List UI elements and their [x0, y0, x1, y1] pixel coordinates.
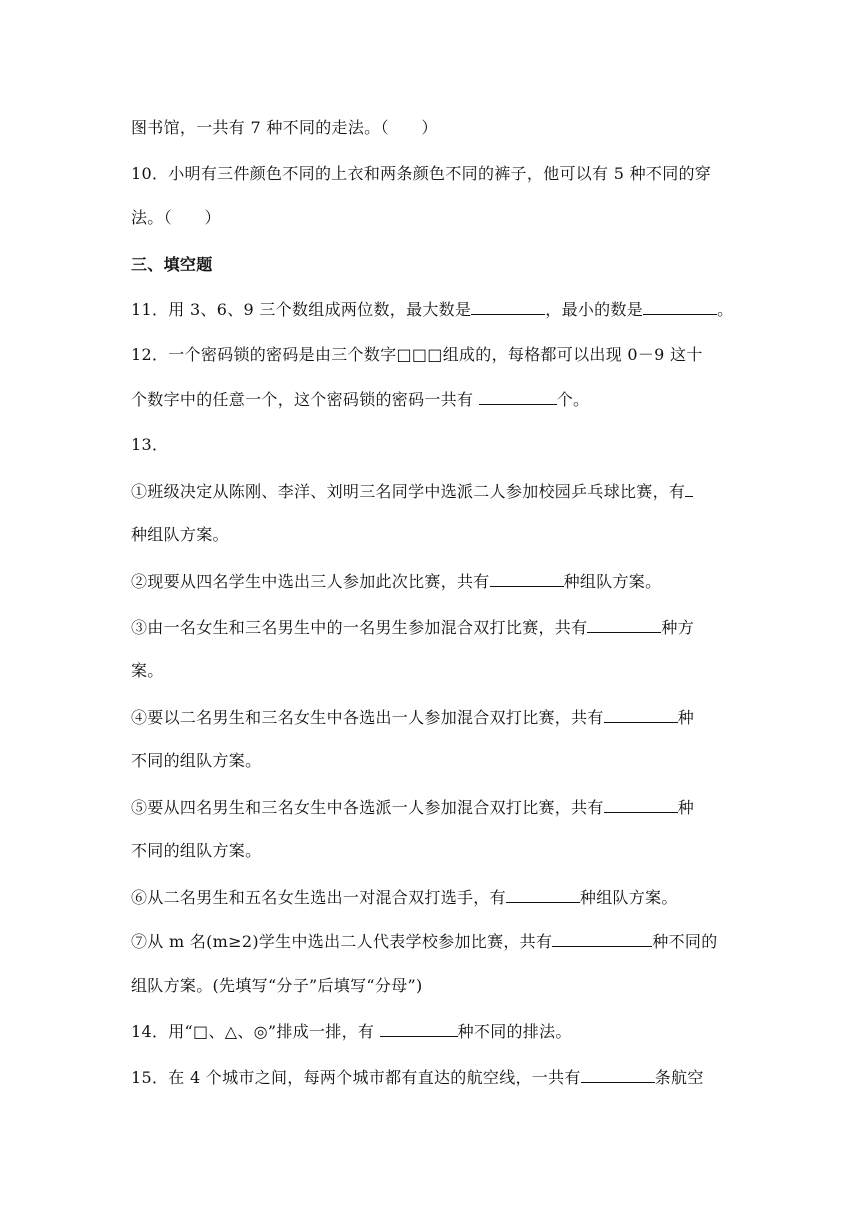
- q11-blank-min[interactable]: [643, 299, 717, 315]
- q13-s7-line1: [131, 931, 718, 952]
- q15: [131, 1067, 704, 1088]
- q13-s1-blank[interactable]: [685, 481, 693, 497]
- q13-s7-line2: [131, 976, 423, 996]
- q13-s3-line2: [131, 661, 164, 681]
- q13-s3-text-a: ③由一名女生和三名男生中的一名男生参加混合双打比赛，共有: [131, 618, 588, 637]
- q10-line2: [131, 208, 221, 228]
- q13-s5-blank[interactable]: [604, 797, 678, 813]
- q13-s3-blank[interactable]: [587, 617, 661, 633]
- q13-s1-text-a: ①班级决定从陈刚、李洋、刘明三名同学中选派二人参加校园乒乓球比赛，有: [131, 482, 686, 501]
- q12-line1: [131, 345, 703, 365]
- q13-s7-text-b: 种不同的: [652, 932, 718, 951]
- q11-blank-max[interactable]: [471, 299, 545, 315]
- q12-line2: [131, 389, 589, 410]
- q13-s4-blank[interactable]: [604, 707, 678, 723]
- q13-s5-line1: [131, 797, 694, 818]
- q11: [131, 299, 733, 320]
- q13-s4-text-c: 不同的组队方案。: [131, 751, 262, 770]
- q13-s4-text-a: ④要以二名男生和三名女生中各选出一人参加混合双打比赛，共有: [131, 708, 604, 727]
- q13-s6-blank[interactable]: [506, 887, 580, 903]
- q13-s4-text-b: 种: [677, 708, 695, 727]
- q13-s2-blank[interactable]: [490, 571, 564, 587]
- section-heading-fill-blank: [131, 255, 213, 275]
- q13-num: 13．: [131, 435, 169, 454]
- q13-s3-line1: [131, 617, 694, 638]
- q13-s3-text-b: 种方: [661, 618, 695, 637]
- q11-text-a: 11．用 3、6、9 三个数组成两位数，最大数是: [131, 300, 472, 319]
- q13-s5-text-a: ⑤要从四名男生和三名女生中各选派一人参加混合双打比赛，共有: [131, 798, 604, 817]
- q13-number: [131, 435, 168, 455]
- q13-s7-text-a: ⑦从 m 名(m≥2)学生中选出二人代表学校参加比赛，共有: [131, 932, 553, 951]
- q9-text: 图书馆，一共有 7 种不同的走法。（ ）: [131, 118, 438, 137]
- q10-line1: [131, 164, 711, 184]
- q12-text-1: 12．一个密码锁的密码是由三个数字□□□组成的，每格都可以出现 0－9 这十: [131, 345, 703, 364]
- q15-blank[interactable]: [581, 1067, 655, 1083]
- q13-s6: [131, 887, 678, 908]
- q14-text-a: 14．用“□、△、◎”排成一排，有: [131, 1022, 380, 1041]
- q13-s2: [131, 571, 661, 592]
- q13-s2-text-a: ②现要从四名学生中选出三人参加此次比赛，共有: [131, 572, 490, 591]
- q13-s4-line1: [131, 707, 694, 728]
- q13-s1-line2: [131, 525, 229, 545]
- q13-s4-line2: [131, 751, 261, 771]
- q13-s5-text-c: 不同的组队方案。: [131, 841, 262, 860]
- q14-blank[interactable]: [380, 1021, 458, 1037]
- q12-blank[interactable]: [479, 389, 557, 405]
- q12-text-2b: 个。: [556, 390, 590, 409]
- q13-s1-line1: [131, 481, 693, 502]
- q13-s5-line2: [131, 841, 261, 861]
- q13-s3-text-c: 案。: [131, 661, 164, 680]
- q13-s2-text-b: 种组队方案。: [563, 572, 662, 591]
- q11-text-b: ，最小的数是: [545, 300, 644, 319]
- section-title: 三、填空题: [131, 255, 213, 274]
- q13-s1-text-b: 种组队方案。: [131, 525, 229, 544]
- q13-s5-text-b: 种: [677, 798, 695, 817]
- q13-s7-text-c: 组队方案。(先填写“分子”后填写“分母”): [131, 976, 423, 995]
- q15-text-a: 15．在 4 个城市之间，每两个城市都有直达的航空线，一共有: [131, 1068, 581, 1087]
- q12-text-2a: 个数字中的任意一个，这个密码锁的密码一共有: [131, 390, 479, 409]
- q9-continuation: [131, 118, 438, 138]
- q15-text-b: 条航空: [654, 1068, 704, 1087]
- q14-text-b: 种不同的排法。: [457, 1022, 572, 1041]
- q14: [131, 1021, 572, 1042]
- q13-s7-blank[interactable]: [552, 931, 652, 947]
- q10-text-2: 法。（ ）: [131, 208, 221, 227]
- q10-text-1: 10．小明有三件颜色不同的上衣和两条颜色不同的裤子，他可以有 5 种不同的穿: [131, 164, 712, 183]
- q11-text-c: 。: [717, 300, 734, 319]
- q13-s6-text-a: ⑥从二名男生和五名女生选出一对混合双打选手，有: [131, 888, 506, 907]
- q13-s6-text-b: 种组队方案。: [579, 888, 678, 907]
